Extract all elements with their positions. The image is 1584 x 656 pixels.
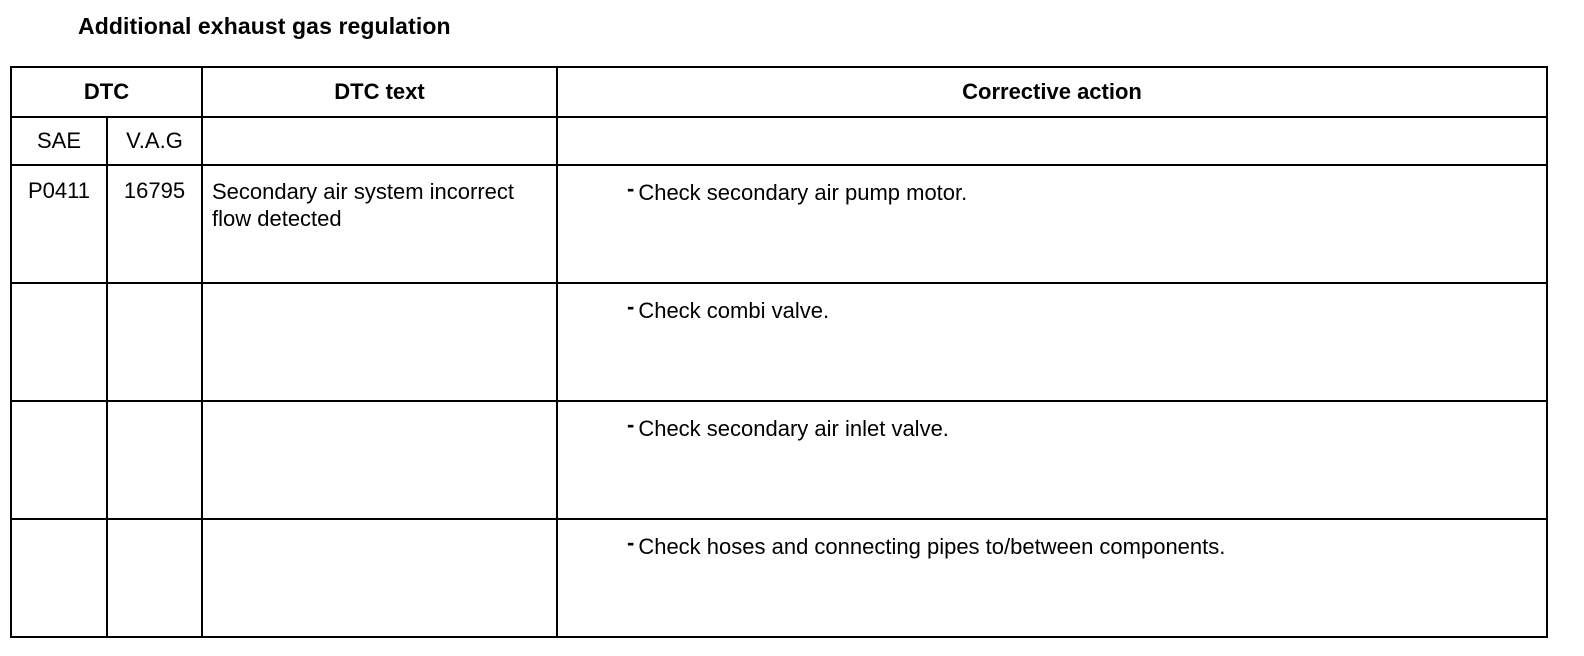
- cell-vag-code: [107, 519, 202, 637]
- table-subheader-row: [11, 117, 1547, 165]
- cell-corrective-action: [557, 165, 1547, 283]
- table-row: [11, 401, 1547, 519]
- dash-bullet: -: [627, 294, 635, 319]
- action-text: Check hoses and connecting pipes to/between components.: [638, 534, 1226, 559]
- header-corrective-action: Corrective action: [557, 67, 1547, 117]
- table-row: [11, 283, 1547, 401]
- cell-corrective-action: [557, 401, 1547, 519]
- dash-bullet: -: [627, 530, 635, 555]
- cell-vag-code: [107, 283, 202, 401]
- cell-sae-code: [11, 401, 107, 519]
- cell-sae-code: P0411: [11, 165, 107, 283]
- dash-bullet: -: [627, 176, 635, 201]
- action-text: Check secondary air inlet valve.: [638, 416, 949, 441]
- action-text: Check secondary air pump motor.: [638, 180, 968, 205]
- table-row: [11, 519, 1547, 637]
- header-dtc-text: DTC text: [202, 67, 557, 117]
- cell-dtc-text: [202, 401, 557, 519]
- cell-sae-code: [11, 283, 107, 401]
- subheader-empty-action: [557, 117, 1547, 165]
- cell-dtc-text: [202, 283, 557, 401]
- header-dtc: DTC: [11, 67, 202, 117]
- dtc-table: [10, 66, 1548, 638]
- cell-dtc-text: Secondary air system incorrect flow detected: [202, 165, 557, 283]
- cell-vag-code: [107, 401, 202, 519]
- cell-vag-code: 16795: [107, 165, 202, 283]
- page-title: Additional exhaust gas regulation: [78, 13, 451, 39]
- subheader-vag: V.A.G: [107, 117, 202, 165]
- subheader-empty-text: [202, 117, 557, 165]
- subheader-sae: SAE: [11, 117, 107, 165]
- action-text: Check combi valve.: [638, 298, 830, 323]
- cell-dtc-text: [202, 519, 557, 637]
- cell-corrective-action: [557, 519, 1547, 637]
- cell-sae-code: [11, 519, 107, 637]
- cell-corrective-action: [557, 283, 1547, 401]
- dash-bullet: -: [627, 412, 635, 437]
- table-row: [11, 165, 1547, 283]
- table-header-row: [11, 67, 1547, 117]
